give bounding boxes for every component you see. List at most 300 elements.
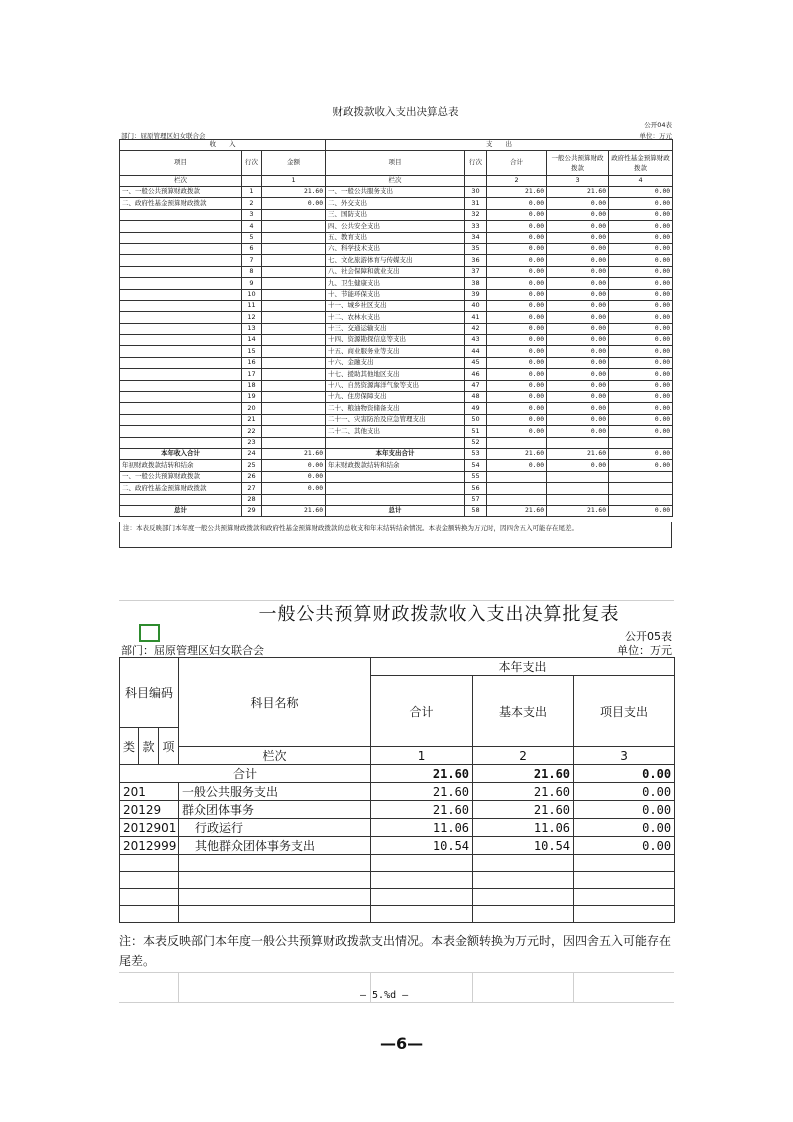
- sum-total: 21.60: [371, 765, 473, 783]
- empty-row: [120, 855, 675, 872]
- table2-note: 注：本表反映部门本年度一般公共预算财政拨款支出情况。本表金额转换为万元时，因四舍五入可能存在尾差。: [119, 934, 672, 968]
- expense-total: 21.60: [487, 505, 547, 516]
- column-index: 1: [371, 747, 473, 765]
- empty-cell: [473, 906, 574, 923]
- income-item: 二、政府性基金预算财政拨款: [120, 198, 242, 209]
- table-row: [120, 837, 675, 855]
- expense-general-budget: 0.00: [547, 300, 609, 311]
- col-header-kuan: 款: [139, 728, 159, 765]
- income-amount: [262, 209, 326, 220]
- income-amount: [262, 335, 326, 346]
- income-amount: [262, 221, 326, 232]
- table-row: [120, 312, 673, 323]
- expense-row-no: 42: [465, 323, 487, 334]
- expense-general-budget: 0.00: [547, 312, 609, 323]
- table-row: [120, 289, 673, 300]
- income-item: 总计: [120, 505, 242, 516]
- expense-total: 21.60: [487, 186, 547, 197]
- expense-total: 0.00: [487, 209, 547, 220]
- expense-general-budget: 0.00: [547, 346, 609, 357]
- income-item: 二、政府性基金预算财政拨款: [120, 483, 242, 494]
- expense-row-no: 31: [465, 198, 487, 209]
- expense-gov-fund: 0.00: [609, 346, 673, 357]
- expense-total: 0.00: [487, 221, 547, 232]
- amount-project: 0.00: [574, 801, 675, 819]
- income-amount: 0.00: [262, 198, 326, 209]
- empty-cell: [179, 889, 371, 906]
- expense-section-header: 支 出: [326, 140, 673, 151]
- empty-row: [120, 889, 675, 906]
- expense-row-no: 50: [465, 414, 487, 425]
- expense-total: 0.00: [487, 198, 547, 209]
- income-row-no: 9: [242, 278, 262, 289]
- expense-general-budget: 0.00: [547, 357, 609, 368]
- expense-gov-fund: 0.00: [609, 460, 673, 471]
- expense-item: 二、外交支出: [326, 198, 465, 209]
- income-row-no: 20: [242, 403, 262, 414]
- table-row: [120, 278, 673, 289]
- expense-general-budget: 0.00: [547, 243, 609, 254]
- expense-general-budget: 21.60: [547, 505, 609, 516]
- income-amount: [262, 403, 326, 414]
- expense-total: 0.00: [487, 278, 547, 289]
- expense-item: 总计: [326, 505, 465, 516]
- expense-general-budget: 0.00: [547, 460, 609, 471]
- expense-item: 年末财政拨款结转和结余: [326, 460, 465, 471]
- column-index: 2: [473, 747, 574, 765]
- empty-cell: [120, 855, 179, 872]
- income-row-no: 8: [242, 266, 262, 277]
- income-amount: [262, 357, 326, 368]
- income-row-no: 23: [242, 437, 262, 448]
- table-row: [120, 483, 673, 494]
- table-row: [120, 494, 673, 505]
- table-row: [120, 471, 673, 482]
- page-number: —6—: [380, 1034, 424, 1053]
- expense-general-budget: 0.00: [547, 266, 609, 277]
- expense-total: 0.00: [487, 357, 547, 368]
- table-row: [120, 243, 673, 254]
- col-header-general-budget: 一般公共预算财政拨款: [547, 150, 609, 175]
- expense-item: 二十一、灾害防治及应急管理支出: [326, 414, 465, 425]
- table1-grid: [119, 139, 673, 517]
- expense-general-budget: 0.00: [547, 323, 609, 334]
- empty-cell: [242, 175, 262, 186]
- table1-code: 公开04表: [644, 121, 672, 129]
- empty-cell: [574, 855, 675, 872]
- expense-row-no: 41: [465, 312, 487, 323]
- expense-item: [326, 483, 465, 494]
- income-item: [120, 278, 242, 289]
- table2-dept: 部门：屈原管理区妇女联合会: [121, 644, 264, 657]
- col-header-item: 项目: [326, 150, 465, 175]
- expense-item: 七、文化旅游体育与传媒支出: [326, 255, 465, 266]
- empty-cell: [179, 872, 371, 889]
- table2-body: [120, 783, 675, 923]
- expense-total: 0.00: [487, 312, 547, 323]
- table-row: [120, 403, 673, 414]
- income-amount: 0.00: [262, 460, 326, 471]
- expense-total: 0.00: [487, 414, 547, 425]
- expense-general-budget: 0.00: [547, 255, 609, 266]
- empty-row: [120, 872, 675, 889]
- expense-item: 四、公共安全支出: [326, 221, 465, 232]
- income-amount: 21.60: [262, 448, 326, 459]
- expense-gov-fund: 0.00: [609, 380, 673, 391]
- income-item: 一、一般公共预算财政拨款: [120, 186, 242, 197]
- expense-row-no: 37: [465, 266, 487, 277]
- empty-row: [120, 906, 675, 923]
- expense-gov-fund: 0.00: [609, 243, 673, 254]
- amount-total: 21.60: [371, 783, 473, 801]
- table-row: [120, 186, 673, 197]
- grid-line: [119, 1002, 674, 1003]
- expense-general-budget: [547, 494, 609, 505]
- expense-general-budget: [547, 437, 609, 448]
- expense-general-budget: 0.00: [547, 209, 609, 220]
- expense-gov-fund: 0.00: [609, 323, 673, 334]
- income-amount: [262, 300, 326, 311]
- expense-general-budget: 0.00: [547, 221, 609, 232]
- grid-line: [178, 972, 179, 1002]
- table-row: [120, 414, 673, 425]
- amount-project: 0.00: [574, 819, 675, 837]
- income-row-no: 5: [242, 232, 262, 243]
- table-row: [120, 437, 673, 448]
- table-row: [120, 448, 673, 459]
- expense-total: 0.00: [487, 460, 547, 471]
- expense-row-no: 46: [465, 369, 487, 380]
- income-item: [120, 494, 242, 505]
- expense-general-budget: [547, 471, 609, 482]
- expense-gov-fund: [609, 437, 673, 448]
- table-row: [120, 369, 673, 380]
- table-row: [120, 819, 675, 837]
- income-item: [120, 255, 242, 266]
- empty-cell: [574, 872, 675, 889]
- table-row: [120, 392, 673, 403]
- table-row: [120, 198, 673, 209]
- income-item: [120, 403, 242, 414]
- expense-item: 十二、农林水支出: [326, 312, 465, 323]
- expense-row-no: 47: [465, 380, 487, 391]
- table1-unit: 单位：万元: [639, 132, 672, 140]
- income-row-no: 16: [242, 357, 262, 368]
- expense-item: 二十二、其他支出: [326, 426, 465, 437]
- expense-row-no: 39: [465, 289, 487, 300]
- empty-cell: [179, 906, 371, 923]
- expense-total: 0.00: [487, 392, 547, 403]
- income-item: 年初财政拨款结转和结余: [120, 460, 242, 471]
- expense-general-budget: 21.60: [547, 448, 609, 459]
- empty-cell: [473, 855, 574, 872]
- expense-total: [487, 471, 547, 482]
- income-row-no: 3: [242, 209, 262, 220]
- income-row-no: 2: [242, 198, 262, 209]
- expense-gov-fund: 0.00: [609, 186, 673, 197]
- income-amount: [262, 392, 326, 403]
- expense-total: 0.00: [487, 289, 547, 300]
- selected-cell-indicator: [139, 624, 160, 642]
- income-amount: 0.00: [262, 471, 326, 482]
- expense-general-budget: [547, 483, 609, 494]
- income-amount: [262, 289, 326, 300]
- table2-code: 公开05表: [625, 630, 672, 643]
- expense-row-no: 58: [465, 505, 487, 516]
- expense-gov-fund: [609, 471, 673, 482]
- income-item: [120, 300, 242, 311]
- income-item: [120, 243, 242, 254]
- subject-name: 群众团体事务: [179, 801, 371, 819]
- amount-basic: 11.06: [473, 819, 574, 837]
- expense-row-no: 51: [465, 426, 487, 437]
- col-header-total: 合计: [487, 150, 547, 175]
- col-header-year-expense: 本年支出: [371, 658, 675, 676]
- empty-cell: [120, 889, 179, 906]
- expense-item: [326, 471, 465, 482]
- expense-gov-fund: 0.00: [609, 312, 673, 323]
- income-item: [120, 221, 242, 232]
- income-row-no: 26: [242, 471, 262, 482]
- sum-basic: 21.60: [473, 765, 574, 783]
- expense-gov-fund: 0.00: [609, 266, 673, 277]
- expense-row-no: 33: [465, 221, 487, 232]
- income-item: [120, 380, 242, 391]
- expense-row-no: 44: [465, 346, 487, 357]
- income-amount: [262, 312, 326, 323]
- expense-general-budget: 21.60: [547, 186, 609, 197]
- expense-gov-fund: 0.00: [609, 198, 673, 209]
- col-header-xiang: 项: [159, 728, 179, 765]
- expense-gov-fund: 0.00: [609, 232, 673, 243]
- table-row: [120, 346, 673, 357]
- income-row-no: 22: [242, 426, 262, 437]
- expense-total: 0.00: [487, 243, 547, 254]
- amount-basic: 21.60: [473, 783, 574, 801]
- income-item: [120, 312, 242, 323]
- grid-line: [119, 972, 674, 973]
- table-row: [120, 266, 673, 277]
- income-amount: 21.60: [262, 186, 326, 197]
- column-index: 1: [262, 175, 326, 186]
- income-row-no: 25: [242, 460, 262, 471]
- empty-cell: [371, 855, 473, 872]
- expense-gov-fund: 0.00: [609, 448, 673, 459]
- expense-general-budget: 0.00: [547, 380, 609, 391]
- income-item: [120, 209, 242, 220]
- expense-general-budget: 0.00: [547, 278, 609, 289]
- income-item: [120, 335, 242, 346]
- table1-dept: 部门：屈原管理区妇女联合会: [121, 132, 206, 140]
- expense-item: 五、教育支出: [326, 232, 465, 243]
- income-item: [120, 414, 242, 425]
- column-index: 3: [574, 747, 675, 765]
- table-row: [120, 801, 675, 819]
- income-amount: 0.00: [262, 483, 326, 494]
- expense-total: 0.00: [487, 232, 547, 243]
- expense-row-no: 56: [465, 483, 487, 494]
- income-amount: [262, 380, 326, 391]
- empty-cell: [371, 906, 473, 923]
- expense-total: 0.00: [487, 323, 547, 334]
- income-row-no: 19: [242, 392, 262, 403]
- empty-cell: [473, 872, 574, 889]
- expense-item: 十六、金融支出: [326, 357, 465, 368]
- col-header-lei: 类: [120, 728, 139, 765]
- expense-item: 十九、住房保障支出: [326, 392, 465, 403]
- expense-gov-fund: 0.00: [609, 255, 673, 266]
- expense-row-no: 32: [465, 209, 487, 220]
- sheet-footer: — 5.%d —: [360, 990, 409, 1001]
- expense-item: 十四、资源勘探信息等支出: [326, 335, 465, 346]
- col-header-basic: 基本支出: [473, 676, 574, 747]
- expense-general-budget: 0.00: [547, 289, 609, 300]
- expense-row-no: 54: [465, 460, 487, 471]
- expense-general-budget: 0.00: [547, 369, 609, 380]
- expense-gov-fund: 0.00: [609, 414, 673, 425]
- expense-gov-fund: 0.00: [609, 278, 673, 289]
- column-index: 3: [547, 175, 609, 186]
- expense-general-budget: 0.00: [547, 392, 609, 403]
- expense-total: 0.00: [487, 426, 547, 437]
- table-row: [120, 783, 675, 801]
- expense-item: [326, 494, 465, 505]
- income-row-no: 6: [242, 243, 262, 254]
- income-amount: [262, 369, 326, 380]
- empty-cell: [371, 872, 473, 889]
- expense-row-no: 52: [465, 437, 487, 448]
- table2-title: 一般公共预算财政拨款收入支出决算批复表: [258, 604, 620, 625]
- income-row-no: 18: [242, 380, 262, 391]
- expense-gov-fund: 0.00: [609, 392, 673, 403]
- table-row: [120, 426, 673, 437]
- table1-body: [120, 186, 673, 516]
- table1-note: 注：本表反映部门本年度一般公共预算财政拨款和政府性基金预算财政拨款的总收支和年末结转结余情况。本表金额转换为万元时，因四舍五入可能存在尾差。: [119, 522, 672, 548]
- subject-code: 2012901: [120, 819, 179, 837]
- column-index: 4: [609, 175, 673, 186]
- income-amount: [262, 437, 326, 448]
- expense-item: 本年支出合计: [326, 448, 465, 459]
- table-row: [120, 380, 673, 391]
- expense-row-no: 43: [465, 335, 487, 346]
- expense-item: 十七、援助其他地区支出: [326, 369, 465, 380]
- expense-total: 0.00: [487, 300, 547, 311]
- expense-gov-fund: 0.00: [609, 209, 673, 220]
- grid-line: [472, 972, 473, 1002]
- expense-item: 十、节能环保支出: [326, 289, 465, 300]
- col-header-code: 科目编码: [120, 658, 179, 728]
- subject-code: 20129: [120, 801, 179, 819]
- table-row: [120, 255, 673, 266]
- expense-total: [487, 483, 547, 494]
- expense-gov-fund: 0.00: [609, 221, 673, 232]
- column-index-label: 栏次: [179, 747, 371, 765]
- table-row: [120, 460, 673, 471]
- expense-gov-fund: 0.00: [609, 403, 673, 414]
- expense-row-no: 40: [465, 300, 487, 311]
- table2-unit: 单位：万元: [617, 644, 672, 657]
- col-header-item: 项目: [120, 150, 242, 175]
- expense-gov-fund: [609, 494, 673, 505]
- income-row-no: 28: [242, 494, 262, 505]
- amount-total: 10.54: [371, 837, 473, 855]
- expense-total: [487, 494, 547, 505]
- income-amount: [262, 266, 326, 277]
- expense-row-no: 53: [465, 448, 487, 459]
- expense-item: [326, 437, 465, 448]
- income-item: [120, 369, 242, 380]
- expense-general-budget: 0.00: [547, 198, 609, 209]
- expense-gov-fund: 0.00: [609, 426, 673, 437]
- table-row: [120, 323, 673, 334]
- col-header-total: 合计: [371, 676, 473, 747]
- income-item: [120, 346, 242, 357]
- expense-total: 0.00: [487, 369, 547, 380]
- empty-cell: [371, 889, 473, 906]
- income-row-no: 13: [242, 323, 262, 334]
- expense-row-no: 57: [465, 494, 487, 505]
- income-row-no: 15: [242, 346, 262, 357]
- table-row: [120, 232, 673, 243]
- income-item: 一、一般公共预算财政拨款: [120, 471, 242, 482]
- empty-cell: [574, 889, 675, 906]
- amount-basic: 21.60: [473, 801, 574, 819]
- income-row-no: 1: [242, 186, 262, 197]
- income-item: [120, 232, 242, 243]
- expense-item: 十八、自然资源海洋气象等支出: [326, 380, 465, 391]
- income-amount: [262, 323, 326, 334]
- table1-title: 财政拨款收入支出决算总表: [332, 106, 459, 118]
- expense-item: 六、科学技术支出: [326, 243, 465, 254]
- table-row: [120, 209, 673, 220]
- expense-total: 0.00: [487, 266, 547, 277]
- income-item: [120, 392, 242, 403]
- empty-cell: [465, 175, 487, 186]
- expense-total: 0.00: [487, 255, 547, 266]
- table2-grid: [119, 657, 675, 923]
- col-header-name: 科目名称: [179, 658, 371, 747]
- empty-cell: [574, 906, 675, 923]
- income-amount: [262, 278, 326, 289]
- income-amount: [262, 232, 326, 243]
- column-index-label: 栏次: [326, 175, 465, 186]
- expense-item: 三、国防支出: [326, 209, 465, 220]
- income-amount: [262, 494, 326, 505]
- income-row-no: 17: [242, 369, 262, 380]
- expense-general-budget: 0.00: [547, 403, 609, 414]
- expense-gov-fund: 0.00: [609, 369, 673, 380]
- column-index: 2: [487, 175, 547, 186]
- income-item: [120, 266, 242, 277]
- table-row: [120, 335, 673, 346]
- expense-general-budget: 0.00: [547, 335, 609, 346]
- income-amount: [262, 426, 326, 437]
- subject-name: 行政运行: [179, 819, 371, 837]
- expense-gov-fund: 0.00: [609, 505, 673, 516]
- income-row-no: 29: [242, 505, 262, 516]
- expense-row-no: 45: [465, 357, 487, 368]
- expense-item: 十一、城乡社区支出: [326, 300, 465, 311]
- expense-row-no: 34: [465, 232, 487, 243]
- expense-row-no: 38: [465, 278, 487, 289]
- expense-row-no: 48: [465, 392, 487, 403]
- expense-total: [487, 437, 547, 448]
- amount-total: 21.60: [371, 801, 473, 819]
- income-row-no: 14: [242, 335, 262, 346]
- sum-label: 合计: [120, 765, 371, 783]
- expense-item: 一、一般公共服务支出: [326, 186, 465, 197]
- empty-cell: [473, 889, 574, 906]
